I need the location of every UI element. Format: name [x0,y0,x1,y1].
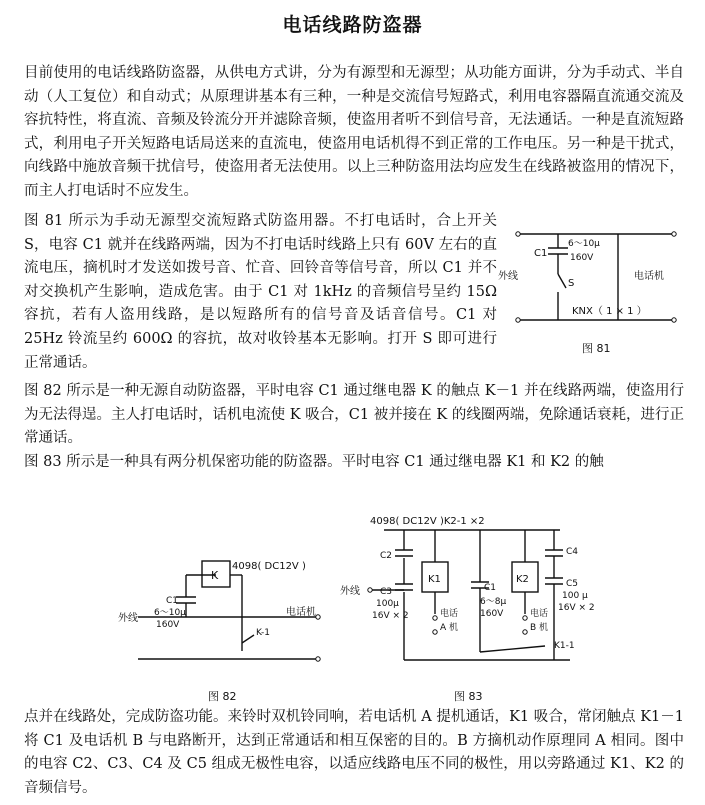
fig83-caption: 图 83 [454,690,483,703]
figure-83-circuit [340,510,610,680]
fig83-c4-label: C4 [566,547,579,557]
fig83-phone-b-2: B 机 [530,623,549,633]
fig83-c3-label: C3 [380,587,393,597]
figure-82-circuit [118,555,333,685]
fig81-c1-value1: 6～10μ [568,239,600,249]
fig81-switch-label: S [568,278,575,289]
fig82-relay-label: K [211,569,219,582]
fig83-c3-value2: 16V × 2 [372,611,409,621]
paragraph-fig83: 图 83 所示是一种具有两分机保密功能的防盗器。平时电容 C1 通过继电器 K1 和 K2 的触 [24,454,604,470]
fig83-c3-value1: 100μ [376,599,399,609]
fig83-k1-label: K1 [428,574,441,585]
fig82-contact-label: K-1 [256,628,270,638]
fig82-caption: 图 82 [208,690,237,703]
fig81-c1-label: C1 [534,248,548,259]
fig83-c5-label: C5 [566,579,579,589]
fig83-c5-value1: 100 μ [562,591,588,601]
fig82-relay-model: 4098( DC12V ) [232,561,306,572]
fig81-left-label: 外线 [498,271,518,282]
fig82-c1-label: C1 [166,596,179,606]
fig83-phone-a-2: A 机 [440,623,459,633]
fig82-c1-value1: 6～10μ [154,608,186,618]
fig81-c1-value2: 160V [570,253,594,263]
fig83-k2-label: K2 [516,574,529,585]
fig81-caption: 图 81 [582,342,611,355]
paragraph-fig82: 图 82 所示是一种无源自动防盗器，平时电容 C1 通过继电器 K 的触点 K－1 并在线路两端，使盗用行为无法得逞。主人打电话时，话机电流使 K 吸合，C1 被并接在 K 的线圈两端，免除通话衰耗，进行正常通话。 [24,383,684,447]
fig83-relay-model: 4098( DC12V )K2-1 ×2 [370,516,485,527]
fig83-c1-value1: 6～8μ [480,597,507,607]
fig83-phone-a-1: 电话 [440,609,459,619]
fig83-contact-label: K1-1 [554,641,575,651]
fig83-c2-label: C2 [380,551,393,561]
paragraph-intro: 目前使用的电话线路防盗器，从供电方式讲，分为有源型和无源型；从功能方面讲，分为手动式、半自动（人工复位）和自动式；从原理讲基本有三种，一种是交流信号短路式，利用电容器隔直流通交流及容抗特性，将直流、音频及铃流分开并滤除音频，使盗用者听不到信号音，无法通话。一种是直流短路式，利用电子开关短路电话局送来的直流电，使盗用电话机得不到正常的工作电压。另一种是干扰式，向线路中施放音频干扰信号，使盗用者无法使用。以上三种防盗用法均应发生在线路被盗用的情况下，而主人打电话时不应发生。 [24,65,684,199]
page-title: 电话线路防盗器 [282,14,423,36]
fig83-c1-value2: 160V [480,609,504,619]
fig82-left-label: 外线 [118,613,138,624]
fig81-right-label: 电话机 [634,271,664,282]
fig83-phone-b-1: 电话 [530,609,549,619]
fig83-c1-label: C1 [484,583,497,593]
fig81-knx-label: KNX（ 1 × 1 ） [572,306,647,317]
fig82-c1-value2: 160V [156,620,180,630]
fig83-left-label: 外线 [340,586,360,597]
paragraph-fig83-cont: 点并在线路处，完成防盗功能。来铃时双机铃同响，若电话机 A 提机通话，K1 吸合，常闭触点 K1－1 将 C1 及电话机 B 与电路断开，达到正常通话和相互保密的目的。B 方摘机动作原理同 A 相同。图中的电容 C2、C3、C4 及 C5 组成无极性电容，以适应线路电压不同的极性，用以旁路通过 K1、K2 的音频信号。 [24,709,684,796]
paragraph-fig81: 图 81 所示为手动无源型交流短路式防盗用器。不打电话时，合上开关 S，电容 C1 就并在线路两端，因为不打电话时线路上只有 60V 左右的直流电压，摘机时才发送如拨号音、忙音、回铃音等信号音，所以 C1 并不对交换机产生影响，造成危害。由于 C1 对 1kHz 的音频信号呈约 15Ω 容抗，若有人盗用线路，是以短路所有的信号音及话音信号。C1 对 25Hz 铃流呈约 600Ω 的容抗，故对收铃基本无影响。打开 S 即可进行正常通话。 [24,213,497,371]
fig82-right-label: 电话机 [286,607,316,618]
fig83-c5-value2: 16V × 2 [558,603,595,613]
